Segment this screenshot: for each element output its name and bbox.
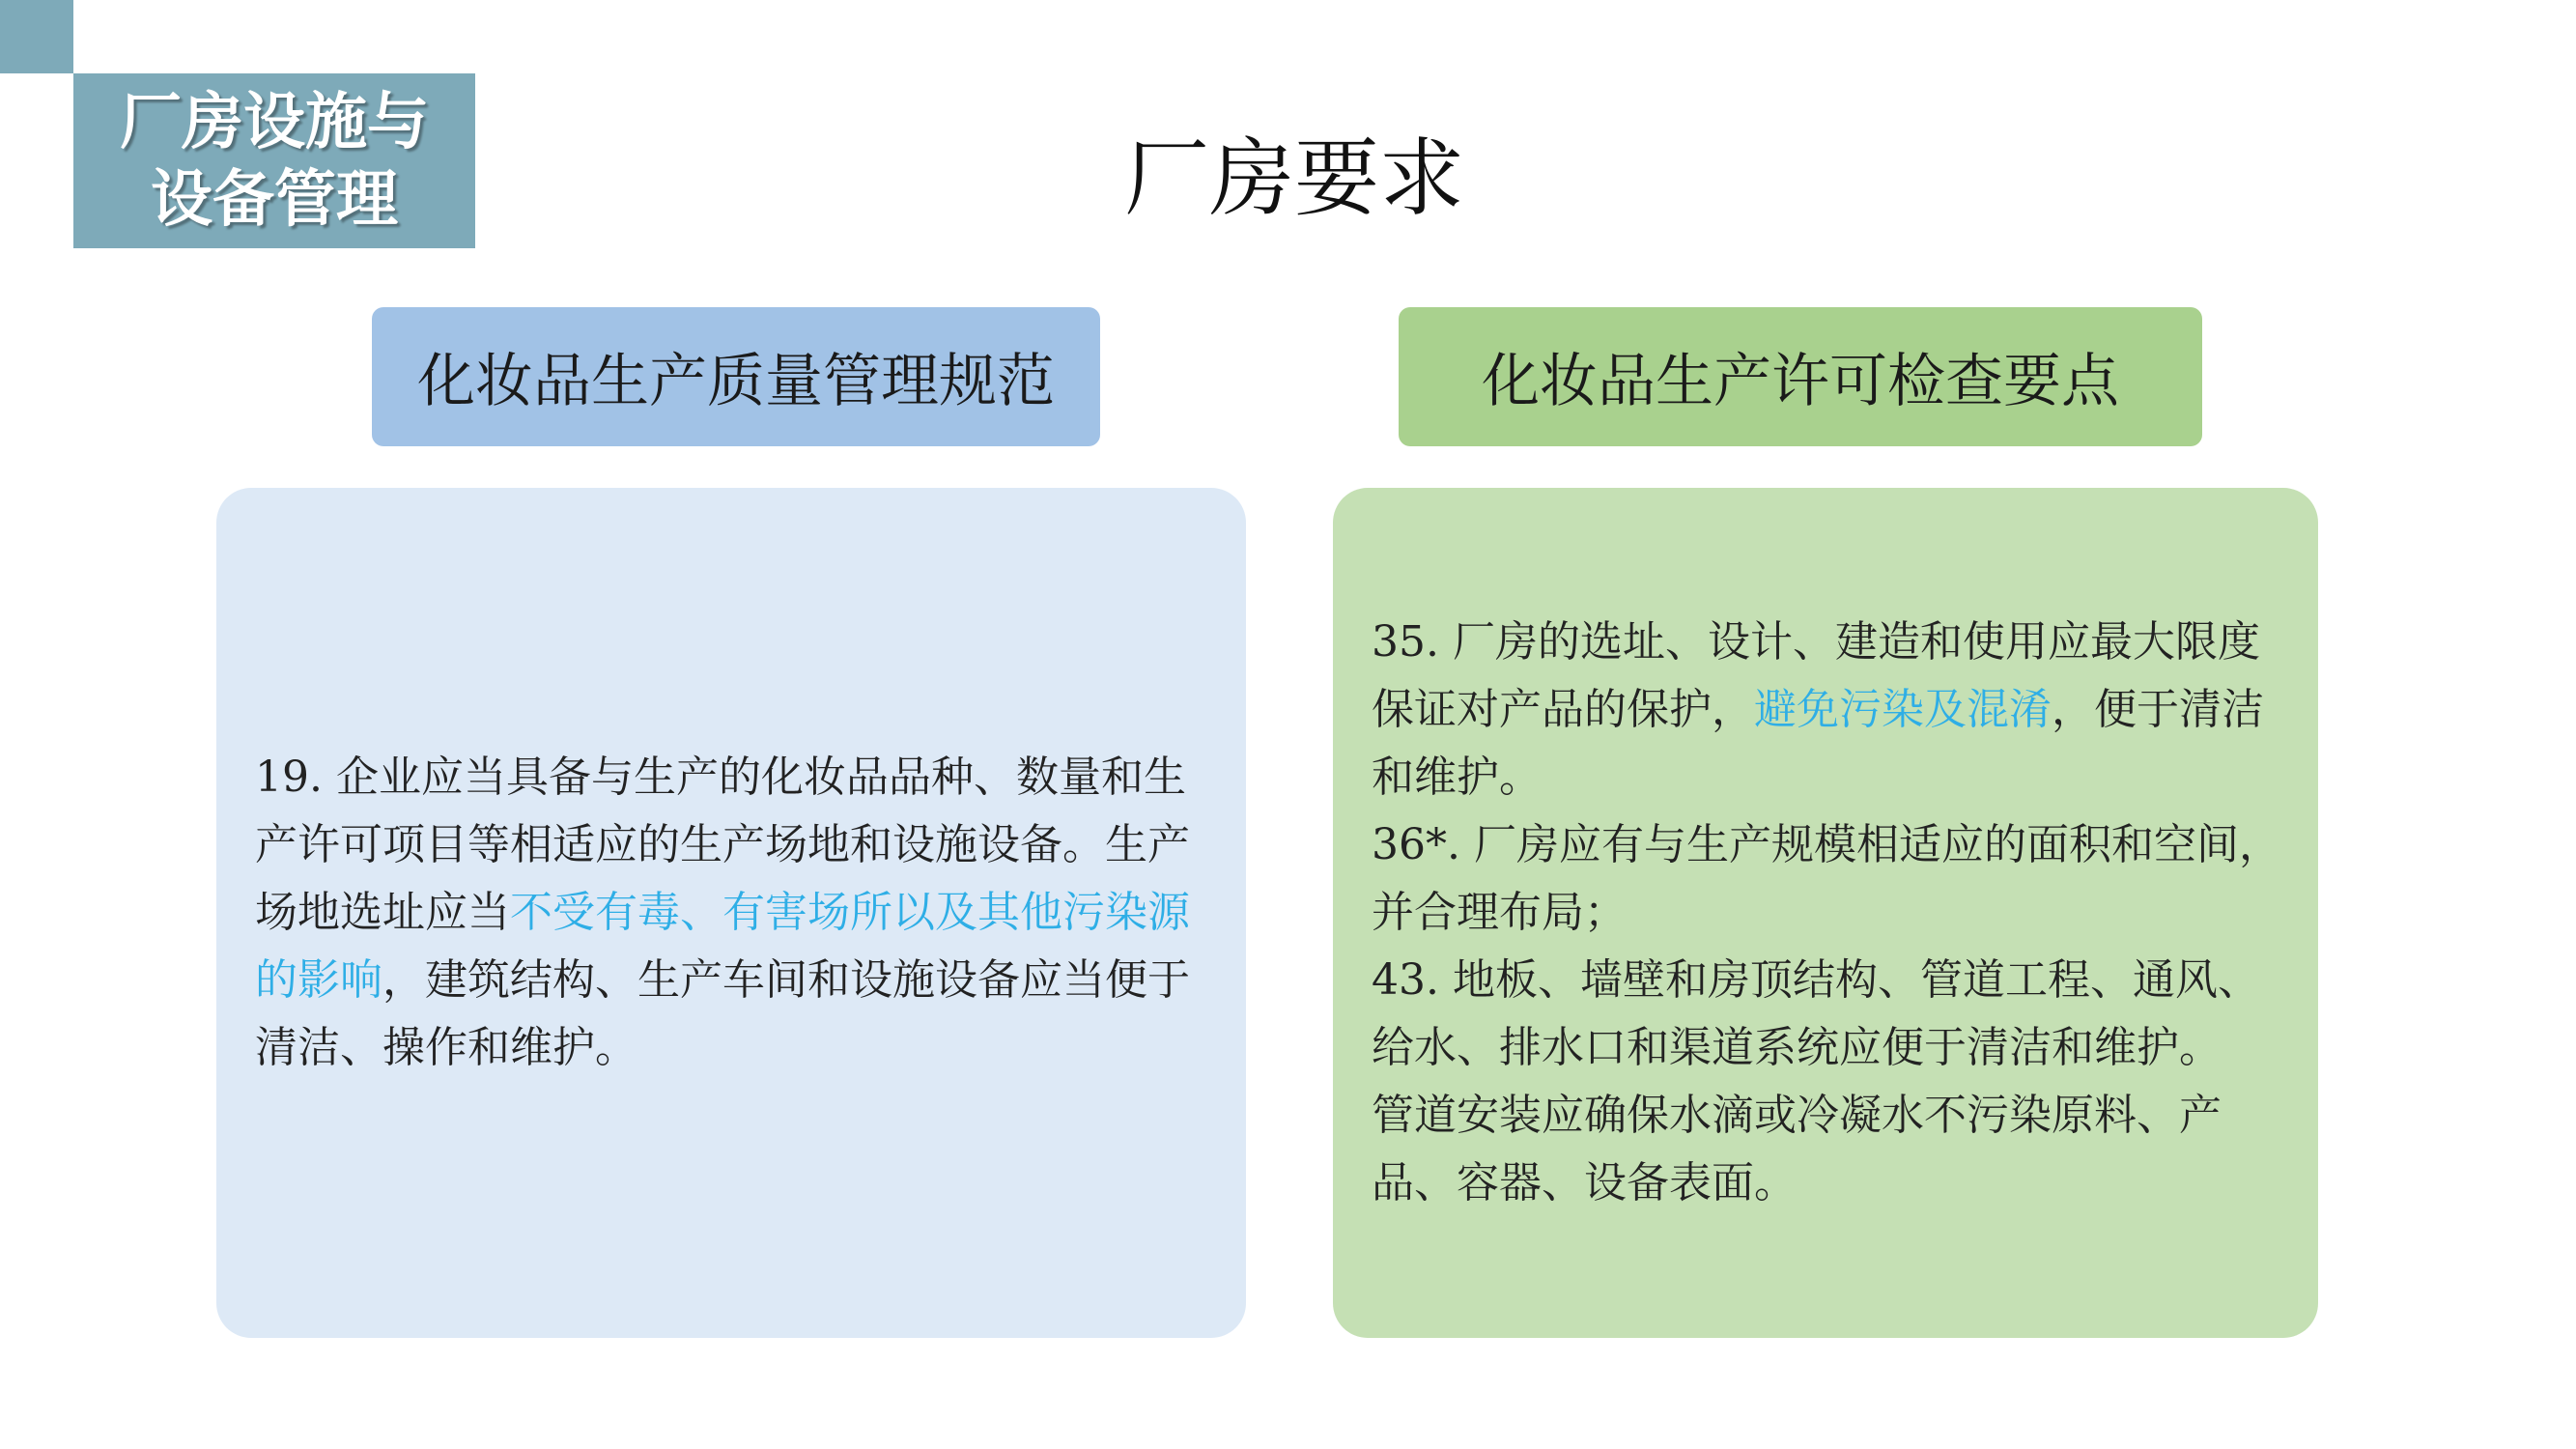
clause-19-number: 19. [255, 753, 323, 802]
page-title: 厂房要求 [1123, 128, 1464, 228]
left-content-card [216, 488, 1246, 1338]
clause-19-text-end: ，建筑结构、生产车间和设施设备应当便于清洁、操作和维护。 [255, 955, 1190, 1072]
section-tag-line2: 设备管理 [151, 163, 398, 236]
clause-35-text: 厂房的选址、设计、建造和使用应最大限度保证对产品的保护， [1372, 617, 2260, 734]
section-tag-line1: 厂房设施与 [120, 86, 429, 158]
section-tag [73, 73, 475, 248]
clause-43-number: 43. [1372, 955, 1439, 1005]
left-column-header [372, 307, 1100, 446]
clause-43-text: 地板、墙壁和房顶结构、管道工程、通风、给水、排水口和渠道系统应便于清洁和维护。 [1372, 955, 2260, 1072]
clause-43-continued: 管道安装应确保水滴或冷凝水不污染原料、产品、容器、设备表面。 [1372, 1091, 2222, 1208]
clause-19-highlight: 不受有毒、有害场所以及其他污染源的影响 [255, 888, 1190, 1005]
left-column-header-label: 化妆品生产质量管理规范 [417, 348, 1055, 415]
clause-36-text: 厂房应有与生产规模相适应的面积和空间，并合理布局； [1372, 820, 2281, 937]
clause-19-text: 企业应当具备与生产的化妆品品种、数量和生产许可项目等相适应的生产场地和设施设备。生产场地选址应当 [255, 753, 1190, 937]
clause-36-number: 36*. [1372, 820, 1460, 869]
right-content-card [1333, 488, 2318, 1338]
right-column-header-label: 化妆品生产许可检查要点 [1482, 348, 2119, 415]
clause-43 [1372, 947, 2289, 1082]
clause-35 [1372, 609, 2289, 811]
clause-19 [255, 744, 1209, 1082]
clause-36 [1372, 811, 2289, 947]
clause-35-highlight: 避免污染及混淆 [1754, 685, 2052, 734]
clause-35-number: 35. [1372, 617, 1439, 667]
corner-decoration [0, 0, 73, 73]
clause-35-text-end: ，便于清洁和维护。 [1372, 685, 2264, 802]
right-column-header [1399, 307, 2202, 446]
